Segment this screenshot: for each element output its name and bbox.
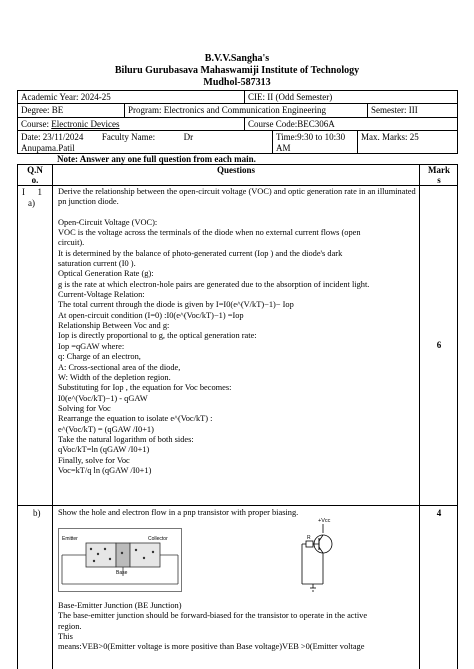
course-label: Course: [21,119,49,129]
answer-line: Iop is directly proportional to g, the optical generation rate: [58,331,257,341]
institute-location: Mudhol-587313 [203,77,271,88]
base-resistor [306,541,313,547]
answer-line: VOC is the voltage across the terminals of the diode when no external current flows (open [58,228,361,238]
answer-line: g is the rate at which electron-hole pairs are generated due to the absorption of incident light. [58,279,370,289]
answer-line: saturation current (I0 ). [58,259,136,269]
answer-line: e^(Voc/kT) = (qGAW /I0+1) [58,424,154,434]
marks-header [420,165,458,185]
answer-line: A: Cross-sectional area of the diode, [58,362,181,372]
base-label: Base [116,570,128,576]
answer-line: means:VEB>0(Emitter voltage is more positive than Base voltage)VEB >0(Emitter voltage [58,642,365,652]
pnp-block-diagram [58,528,182,592]
cie-label: CIE: II (Odd Semester) [244,90,458,104]
resistor-label: R [307,535,311,541]
qno-header-line1: Q.N [27,165,43,175]
answer-line: circuit). [58,238,85,248]
answer-line: At open-circuit condition (I=0) :I0(e^(Voc/kT)−1) =Iop [58,310,244,320]
column-divider [52,164,53,669]
collector-label: Collector [148,536,168,542]
answer-line: Take the natural logarithm of both sides: [58,434,194,444]
emitter-region [86,543,116,567]
question-1b-body [58,601,418,653]
answer-line: I0(e^(Voc/kT)−1) - qGAW [58,393,148,403]
question-part-label: a) [28,198,35,208]
course-cell [17,117,245,131]
max-marks: Max. Marks: 25 [357,130,458,154]
questions-header: Questions [216,165,255,175]
answer-line: Optical Generation Rate (g): [58,269,154,279]
answer-line: Iop =qGAW where: [58,341,125,351]
answer-line: Solving for Voc [58,403,111,413]
date-faculty-cell [17,130,273,154]
qno-header-line2: o. [31,175,39,185]
vcc-label: +Vcc [318,518,331,524]
answer-line: Finally, solve for Voc [58,455,130,465]
answer-line: Base-Emitter Junction (BE Junction) [58,601,182,610]
org-name: B.V.V.Sangha's [204,53,270,64]
answer-line: It is determined by the balance of photo-generated current (Iop ) and the diode's dark [58,248,343,258]
question-1a-body [58,187,418,476]
collector-region [130,543,160,567]
answer-line: This [58,632,73,642]
answer-line: q: Charge of an electron, [58,352,141,362]
qno-header [18,165,52,185]
answer-line: region. [58,621,82,631]
answer-line: The base-emitter junction should be forward-biased for the transistor to operate in the active [58,611,368,621]
course-name: Electronic Devices [51,119,120,129]
column-divider [419,164,420,669]
faculty-name-part2: Anupama.Patil [21,143,75,153]
question-main-number: I [22,187,25,197]
time-line2: AM [276,143,291,153]
row-divider [17,185,458,186]
marks-1a: 6 [436,340,442,350]
time-line1: Time:9:30 to 10:30 [276,132,346,142]
question-1a-prompt: Derive the relationship between the open-circuit voltage (VOC) and optic generation rate in an illuminated pn junction diode. [58,187,416,207]
instructions-note: Note: Answer any one full question from each main. [57,154,256,164]
degree: Degree: BE [17,103,125,118]
answer-line: Relationship Between Voc and g: [58,321,170,331]
row-divider [17,505,458,506]
faculty-name-part1: Dr [183,132,194,142]
semester: Semester: III [367,103,458,118]
answer-line: The total current through the diode is given by I=I0(e^(V/kT)−1)− Iop [58,300,294,310]
answer-line: Substituting for Iop , the equation for Voc becomes: [58,383,232,393]
exam-date: Date: 23/11/2024 [21,132,84,142]
question-number-1a [22,187,42,209]
time-cell [272,130,358,154]
answer-line: Voc=kT/q ln (qGAW /I0+1) [58,465,152,475]
academic-year: Academic Year: 2024-25 [17,90,245,104]
question-number-1b: b) [33,508,41,518]
pnp-transistor-circuit [294,514,350,596]
marks-1b: 4 [436,508,442,518]
question-1b-text: Show the hole and electron flow in a pnp transistor with proper biasing. [58,508,299,517]
question-sub-number: 1 [37,187,42,197]
faculty-label: Faculty Name: [101,132,156,142]
institute-name: Biluru Gurubasava Mahaswamiji Institute of Technology [114,65,360,76]
answer-line: Open-Circuit Voltage (VOC): [58,217,158,227]
answer-line: Current-Voltage Relation: [58,290,145,300]
marks-header-line2: s [437,175,441,185]
answer-line: Rearrange the equation to isolate e^(Voc/kT) : [58,414,213,424]
answer-line: W: Width of the depletion region. [58,372,171,382]
base-region [116,543,130,567]
question-1b-prompt [58,508,418,518]
answer-line: qVoc/kT=ln (qGAW /I0+1) [58,445,150,455]
program: Program: Electronics and Communication Engineering [124,103,368,118]
course-code: Course Code:BEC306A [244,117,458,131]
emitter-label: Emitter [62,536,78,542]
marks-header-line1: Mark [428,165,450,175]
